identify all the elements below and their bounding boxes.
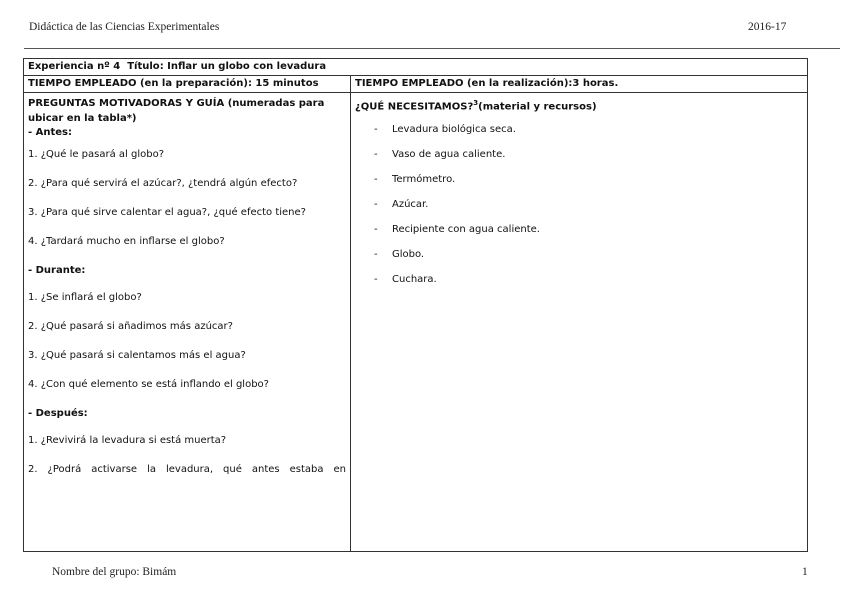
- question-during-4: 4. ¿Con qué elemento se está inflando el globo?: [28, 379, 269, 390]
- dash-bullet: -: [374, 174, 378, 186]
- question-during-2: 2. ¿Qué pasará si añadimos más azúcar?: [28, 321, 233, 332]
- material-label: Recipiente con agua caliente.: [392, 224, 540, 236]
- list-item: [374, 173, 803, 187]
- list-item: [374, 148, 803, 162]
- material-label: Azúcar.: [392, 199, 429, 211]
- footer-group-name: Nombre del grupo: Bimám: [52, 566, 177, 578]
- dash-bullet: -: [374, 224, 378, 236]
- time-row: [24, 76, 808, 93]
- dash-bullet: -: [374, 124, 378, 136]
- material-label: Cuchara.: [392, 274, 437, 286]
- title-label: Título: [127, 61, 160, 72]
- materials-footnote-mark: 3: [473, 99, 479, 107]
- question-after-2: 2. ¿Podrá activarse la levadura, qué antes estaba en: [28, 464, 346, 475]
- section-before: - Antes:: [28, 127, 73, 138]
- list-item: [374, 248, 803, 262]
- footer-page-number: 1: [802, 566, 808, 578]
- question-after-1: 1. ¿Revivirá la levadura si está muerta?: [28, 435, 227, 446]
- questions-cell: [24, 93, 351, 552]
- questions-heading: PREGUNTAS MOTIVADORAS Y GUÍA (numeradas para ubicar en la tabla*): [28, 98, 325, 124]
- title-cell: Experiencia nº 4 Título: Inflar un globo con levadura: [24, 59, 808, 76]
- material-label: Levadura biológica seca.: [392, 124, 516, 136]
- exec-time: TIEMPO EMPLEADO (en la realización):3 horas.: [351, 76, 808, 93]
- materials-heading-text: ¿QUÉ NECESITAMOS?: [355, 101, 474, 113]
- question-before-3: 3. ¿Para qué sirve calentar el agua?, ¿qué efecto tiene?: [28, 207, 306, 218]
- question-before-1: 1. ¿Qué le pasará al globo?: [28, 149, 165, 160]
- list-item: [374, 123, 803, 137]
- materials-heading: [355, 96, 803, 114]
- dash-bullet: -: [374, 274, 378, 286]
- material-label: Vaso de agua caliente.: [392, 149, 506, 161]
- section-during: - Durante:: [28, 265, 86, 276]
- dash-bullet: -: [374, 199, 378, 211]
- header-course: Didáctica de las Ciencias Experimentales: [29, 21, 220, 33]
- material-label: Globo.: [392, 249, 425, 261]
- list-item: [374, 223, 803, 237]
- header-year: 2016-17: [748, 21, 787, 33]
- materials-cell: [351, 93, 808, 552]
- question-during-1: 1. ¿Se inflará el globo?: [28, 292, 142, 303]
- question-before-2: 2. ¿Para qué servirá el azúcar?, ¿tendrá algún efecto?: [28, 178, 298, 189]
- experiment-title: Inflar un globo con levadura: [167, 61, 327, 72]
- prep-time: TIEMPO EMPLEADO (en la preparación): 15 minutos: [24, 76, 351, 93]
- question-before-4: 4. ¿Tardará mucho en inflarse el globo?: [28, 236, 225, 247]
- material-label: Termómetro.: [392, 174, 456, 186]
- header-divider: [24, 48, 840, 49]
- dash-bullet: -: [374, 249, 378, 261]
- list-item: [374, 273, 803, 287]
- experiment-table: [23, 58, 808, 552]
- materials-heading-suffix: (material y recursos): [478, 101, 597, 113]
- question-during-3: 3. ¿Qué pasará si calentamos más el agua?: [28, 350, 246, 361]
- list-item: [374, 198, 803, 212]
- materials-list: [355, 123, 803, 287]
- title-row: [24, 59, 808, 76]
- section-after: - Después:: [28, 408, 88, 419]
- dash-bullet: -: [374, 149, 378, 161]
- experiment-label: Experiencia nº 4: [28, 61, 121, 72]
- content-row: [24, 93, 808, 552]
